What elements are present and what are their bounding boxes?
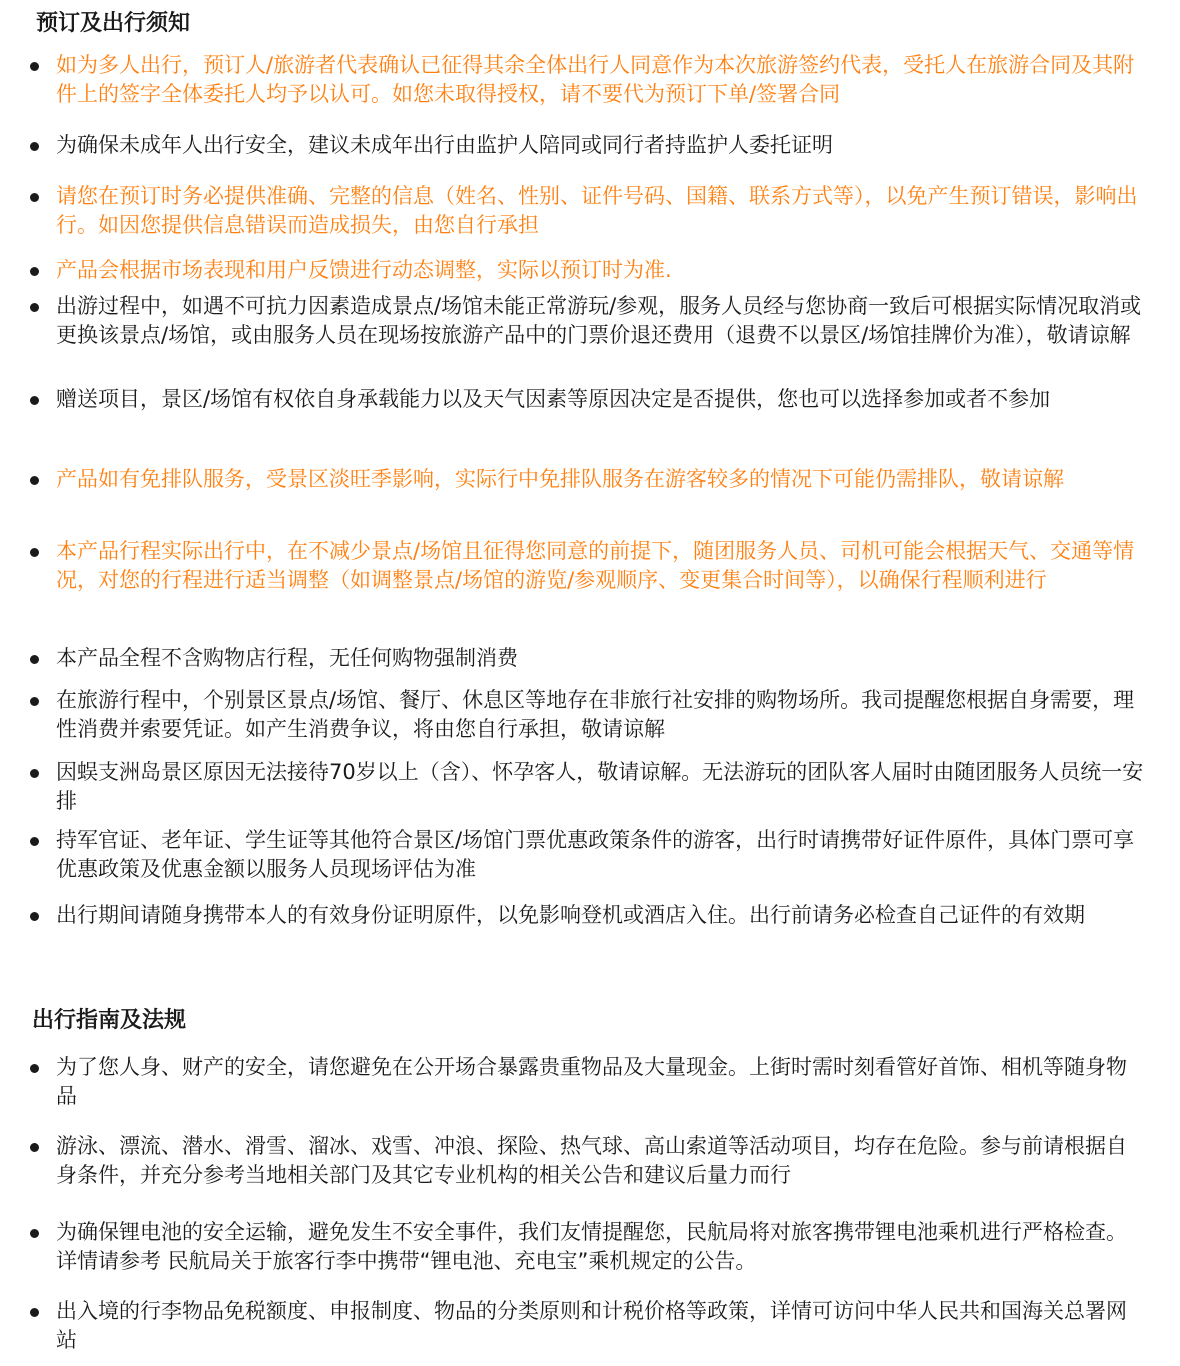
notice-item <box>30 182 1146 240</box>
notice-text: 为确保未成年人出行安全，建议未成年出行由监护人陪同或同行者持监护人委托证明 <box>56 133 833 157</box>
notice-text: 如为多人出行，预订人/旅游者代表确认已征得其余全体出行人同意作为本次旅游签约代表，受托人在旅游合同及其附件上的签字全体委托人均予以认可。如您未取得授权，请不要代为预订下单/签署合同 <box>56 53 1135 106</box>
guide-text: 为了您人身、财产的安全，请您避免在公开场合暴露贵重物品及大量现金。上街时需时刻看管好首饰、相机等随身物品 <box>56 1055 1127 1108</box>
guide-text: 游泳、漂流、潜水、滑雪、溜冰、戏雪、冲浪、探险、热气球、高山索道等活动项目，均存在危险。参与前请根据自身条件，并充分参考当地相关部门及其它专业机构的相关公告和建议后量力而行 <box>56 1134 1127 1187</box>
bullet-icon <box>30 1229 39 1238</box>
notice-text: 出行期间请随身携带本人的有效身份证明原件，以免影响登机或酒店入住。出行前请务必检查自己证件的有效期 <box>56 903 1085 927</box>
notice-item <box>30 901 1146 930</box>
notice-item <box>30 758 1146 816</box>
bullet-icon <box>30 396 39 405</box>
notice-text: 本产品全程不含购物店行程，无任何购物强制消费 <box>56 646 518 670</box>
notice-item <box>30 256 1146 285</box>
section-title-booking: 预订及出行须知 <box>36 11 191 36</box>
notice-item <box>30 385 1146 414</box>
bullet-icon <box>30 193 39 202</box>
notice-text: 本产品行程实际出行中，在不减少景点/场馆且征得您同意的前提下，随团服务人员、司机可能会根据天气、交通等情况，对您的行程进行适当调整（如调整景点/场馆的游览/参观顺序、变更集合时间等），以确保行程顺利进行 <box>56 539 1135 592</box>
notice-text: 出游过程中，如遇不可抗力因素造成景点/场馆未能正常游玩/参观，服务人员经与您协商一致后可根据实际情况取消或更换该景点/场馆，或由服务人员在现场按旅游产品中的门票价退还费用（退费不以景区/场馆挂牌价为准），敬请谅解 <box>56 294 1142 347</box>
bullet-icon <box>30 62 39 71</box>
notice-text: 在旅游行程中，个别景区景点/场馆、餐厅、休息区等地存在非旅行社安排的购物场所。我司提醒您根据自身需要，理性消费并索要凭证。如产生消费争议，将由您自行承担，敬请谅解 <box>56 688 1135 741</box>
bullet-icon <box>30 697 39 706</box>
bullet-icon <box>30 267 39 276</box>
notice-item <box>30 292 1146 350</box>
guide-item <box>30 1132 1146 1190</box>
bullet-icon <box>30 548 39 557</box>
notice-text: 产品会根据市场表现和用户反馈进行动态调整，实际以预订时为准. <box>56 258 672 282</box>
notice-item <box>30 644 1146 673</box>
notice-text: 赠送项目，景区/场馆有权依自身承载能力以及天气因素等原因决定是否提供，您也可以选择参加或者不参加 <box>56 387 1051 411</box>
guide-text: 出入境的行李物品免税额度、申报制度、物品的分类原则和计税价格等政策，详情可访问中华人民共和国海关总署网站 <box>56 1299 1127 1352</box>
bullet-icon <box>30 303 39 312</box>
bullet-icon <box>30 837 39 846</box>
bullet-icon <box>30 142 39 151</box>
bullet-icon <box>30 769 39 778</box>
notice-text: 因蜈支洲岛景区原因无法接待70岁以上（含）、怀孕客人，敬请谅解。无法游玩的团队客人届时由随团服务人员统一安排 <box>56 760 1144 813</box>
bullet-icon <box>30 1064 39 1073</box>
notice-text: 产品如有免排队服务，受景区淡旺季影响，实际行中免排队服务在游客较多的情况下可能仍需排队，敬请谅解 <box>56 467 1064 491</box>
notice-item <box>30 826 1146 884</box>
notice-text: 持军官证、老年证、学生证等其他符合景区/场馆门票优惠政策条件的游客，出行时请携带好证件原件，具体门票可享优惠政策及优惠金额以服务人员现场评估为准 <box>56 828 1135 881</box>
notice-item <box>30 51 1146 109</box>
guide-item <box>30 1297 1146 1355</box>
notice-item <box>30 537 1146 595</box>
guide-item <box>30 1053 1146 1111</box>
notice-text: 请您在预订时务必提供准确、完整的信息（姓名、性别、证件号码、国籍、联系方式等），以免产生预订错误，影响出行。如因您提供信息错误而造成损失，由您自行承担 <box>56 184 1138 237</box>
guide-text: 为确保锂电池的安全运输，避免发生不安全事件，我们友情提醒您，民航局将对旅客携带锂电池乘机进行严格检查。详情请参考 民航局关于旅客行李中携带“锂电池、充电宝”乘机规定的公告。 <box>56 1220 1127 1273</box>
section-title-guide: 出行指南及法规 <box>32 1008 187 1033</box>
bullet-icon <box>30 476 39 485</box>
notice-item <box>30 465 1146 494</box>
bullet-icon <box>30 655 39 664</box>
bullet-icon <box>30 912 39 921</box>
notice-item <box>30 131 1146 160</box>
bullet-icon <box>30 1143 39 1152</box>
bullet-icon <box>30 1308 39 1317</box>
notice-item <box>30 686 1146 744</box>
guide-item <box>30 1218 1146 1276</box>
